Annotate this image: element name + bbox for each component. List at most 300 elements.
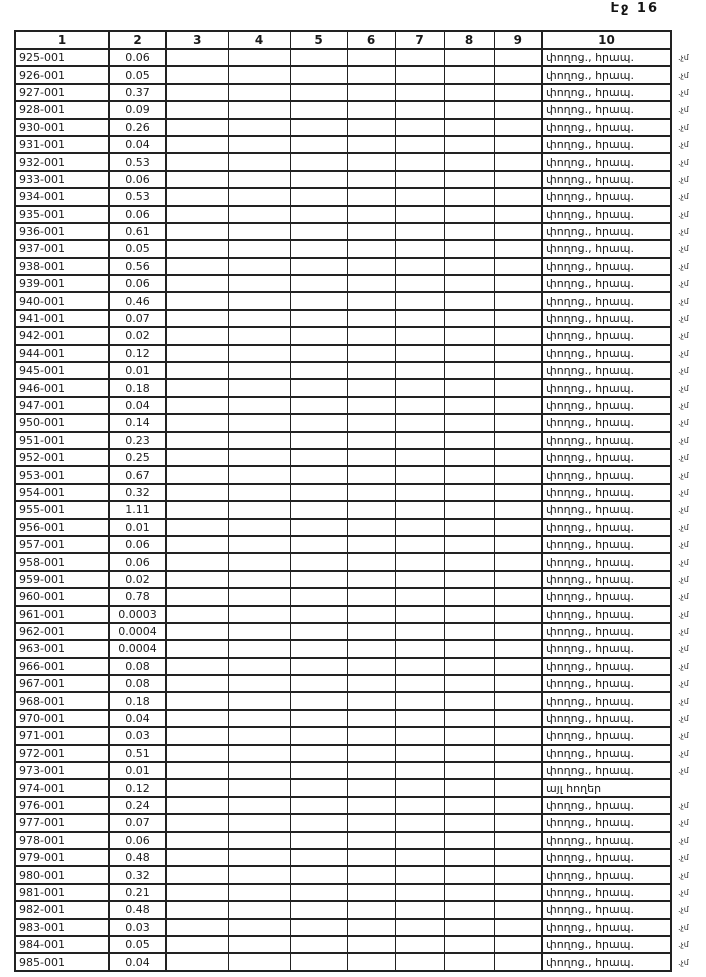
cell-col8 [444, 901, 494, 918]
cell-col4 [228, 623, 290, 640]
cell-col5 [290, 119, 347, 136]
margin-mark: .չմ [678, 209, 689, 219]
cell-col3 [166, 832, 228, 849]
cell-col5 [290, 66, 347, 83]
cell-col4 [228, 484, 290, 501]
cell-col4 [228, 658, 290, 675]
cell-col8 [444, 849, 494, 866]
cell-col2: 0.18 [109, 692, 166, 709]
cell-col5 [290, 49, 347, 66]
cell-col3 [166, 606, 228, 623]
cell-col9 [494, 606, 542, 623]
cell-col2: 0.06 [109, 171, 166, 188]
cell-col9 [494, 745, 542, 762]
cell-col2: 0.46 [109, 292, 166, 309]
cell-col10: փողոց., հրապ. [542, 362, 671, 379]
cell-col9 [494, 710, 542, 727]
cell-col7 [395, 310, 444, 327]
cell-col2: 0.06 [109, 206, 166, 223]
cell-col4 [228, 901, 290, 918]
cell-col8 [444, 745, 494, 762]
cell-col8 [444, 484, 494, 501]
cell-col9 [494, 49, 542, 66]
cell-col7 [395, 362, 444, 379]
cell-col9 [494, 501, 542, 518]
cell-col1: 927-001 [15, 84, 109, 101]
cell-col1: 945-001 [15, 362, 109, 379]
margin-mark: .չմ [678, 505, 689, 515]
cell-col1: 935-001 [15, 206, 109, 223]
cell-col5 [290, 953, 347, 970]
cell-col6 [347, 432, 395, 449]
cell-col3 [166, 588, 228, 605]
cell-col4 [228, 536, 290, 553]
cell-col5 [290, 484, 347, 501]
cell-col1: 952-001 [15, 449, 109, 466]
cell-col3 [166, 101, 228, 118]
cell-col10: փողոց., հրապ. [542, 606, 671, 623]
cell-col1: 985-001 [15, 953, 109, 970]
cell-col1: 966-001 [15, 658, 109, 675]
table-row [15, 432, 706, 449]
cell-col5 [290, 275, 347, 292]
cell-col7 [395, 519, 444, 536]
margin-mark: .չմ [678, 592, 689, 602]
cell-col6 [347, 936, 395, 953]
margin-mark: .չմ [678, 366, 689, 376]
cell-col2: 0.04 [109, 953, 166, 970]
cell-col1: 946-001 [15, 379, 109, 396]
margin-mark: .չմ [678, 748, 689, 758]
cell-col6 [347, 658, 395, 675]
table-header-row [15, 31, 706, 49]
table-row [15, 397, 706, 414]
cell-col2: 0.04 [109, 397, 166, 414]
cell-col7 [395, 119, 444, 136]
cell-col5 [290, 223, 347, 240]
cell-col6 [347, 153, 395, 170]
cell-col5 [290, 188, 347, 205]
cell-col5 [290, 206, 347, 223]
cell-col3 [166, 292, 228, 309]
cell-col6 [347, 953, 395, 970]
cell-col5 [290, 101, 347, 118]
cell-col8 [444, 292, 494, 309]
cell-col3 [166, 849, 228, 866]
cell-col10: փողոց., հրապ. [542, 136, 671, 153]
cell-col1: 956-001 [15, 519, 109, 536]
cell-col3 [166, 745, 228, 762]
cell-col4 [228, 414, 290, 431]
cell-col1: 942-001 [15, 327, 109, 344]
cell-col2: 0.32 [109, 866, 166, 883]
cell-col3 [166, 501, 228, 518]
column-header-10: 10 [542, 31, 671, 49]
cell-col7 [395, 553, 444, 570]
cell-col8 [444, 66, 494, 83]
cell-col5 [290, 536, 347, 553]
cell-col6 [347, 466, 395, 483]
table-row [15, 919, 706, 936]
cell-col4 [228, 101, 290, 118]
cell-col3 [166, 379, 228, 396]
column-header-5: 5 [290, 31, 347, 49]
cell-col10: փողոց., հրապ. [542, 571, 671, 588]
table-row [15, 449, 706, 466]
cell-col4 [228, 832, 290, 849]
cell-col10: փողոց., հրապ. [542, 379, 671, 396]
cell-col3 [166, 553, 228, 570]
cell-col6 [347, 362, 395, 379]
cell-col9 [494, 519, 542, 536]
table-row [15, 658, 706, 675]
cell-col3 [166, 275, 228, 292]
cell-col3 [166, 206, 228, 223]
cell-col2: 0.04 [109, 136, 166, 153]
cell-col6 [347, 797, 395, 814]
table-row [15, 206, 706, 223]
cell-col2: 0.06 [109, 49, 166, 66]
cell-col6 [347, 136, 395, 153]
cell-col8 [444, 884, 494, 901]
cell-col5 [290, 501, 347, 518]
cell-col10: փողոց., հրապ. [542, 675, 671, 692]
cell-col9 [494, 814, 542, 831]
cell-col5 [290, 449, 347, 466]
table-row [15, 258, 706, 275]
cell-col9 [494, 258, 542, 275]
cell-col7 [395, 623, 444, 640]
cell-col5 [290, 901, 347, 918]
cell-col7 [395, 101, 444, 118]
cell-col9 [494, 866, 542, 883]
cell-col5 [290, 936, 347, 953]
margin-mark: .չմ [678, 453, 689, 463]
cell-col1: 938-001 [15, 258, 109, 275]
cell-col7 [395, 84, 444, 101]
cell-col10: փողոց., հրապ. [542, 814, 671, 831]
cell-col8 [444, 136, 494, 153]
cell-col1: 958-001 [15, 553, 109, 570]
cell-col6 [347, 275, 395, 292]
cell-col2: 0.05 [109, 66, 166, 83]
table-row [15, 710, 706, 727]
cell-col6 [347, 345, 395, 362]
cell-col9 [494, 675, 542, 692]
cell-col8 [444, 206, 494, 223]
cell-col8 [444, 188, 494, 205]
cell-col2: 0.06 [109, 275, 166, 292]
cell-col9 [494, 779, 542, 796]
cell-col10: փողոց., հրապ. [542, 223, 671, 240]
cell-col8 [444, 153, 494, 170]
cell-col1: 960-001 [15, 588, 109, 605]
cell-col3 [166, 519, 228, 536]
table-row [15, 66, 706, 83]
cell-col8 [444, 710, 494, 727]
table-row [15, 223, 706, 240]
cell-col7 [395, 414, 444, 431]
cell-col5 [290, 623, 347, 640]
cell-col3 [166, 762, 228, 779]
cell-col4 [228, 640, 290, 657]
cell-col8 [444, 466, 494, 483]
table-row [15, 188, 706, 205]
cell-col8 [444, 84, 494, 101]
cell-col7 [395, 327, 444, 344]
table-row [15, 292, 706, 309]
table-body [15, 49, 706, 971]
cell-col6 [347, 640, 395, 657]
cell-col1: 936-001 [15, 223, 109, 240]
cell-col1: 972-001 [15, 745, 109, 762]
cell-col4 [228, 432, 290, 449]
cell-col9 [494, 449, 542, 466]
column-header-4: 4 [228, 31, 290, 49]
cell-col9 [494, 84, 542, 101]
cell-col7 [395, 849, 444, 866]
cell-col3 [166, 310, 228, 327]
margin-mark: .չմ [678, 140, 689, 150]
cell-col6 [347, 814, 395, 831]
cell-col7 [395, 206, 444, 223]
margin-mark: .չմ [678, 800, 689, 810]
cell-col2: 0.53 [109, 153, 166, 170]
cell-col2: 0.06 [109, 536, 166, 553]
cell-col4 [228, 345, 290, 362]
cell-col8 [444, 588, 494, 605]
cell-col1: 983-001 [15, 919, 109, 936]
cell-col9 [494, 345, 542, 362]
cell-col9 [494, 623, 542, 640]
cell-col10: փողոց., հրապ. [542, 414, 671, 431]
cell-col2: 0.14 [109, 414, 166, 431]
margin-mark: .չմ [678, 87, 689, 97]
cell-col9 [494, 727, 542, 744]
cell-col9 [494, 432, 542, 449]
cell-col3 [166, 779, 228, 796]
table-row [15, 379, 706, 396]
cell-col7 [395, 675, 444, 692]
cell-col5 [290, 136, 347, 153]
cell-col10: փողոց., հրապ. [542, 484, 671, 501]
cell-col6 [347, 484, 395, 501]
cell-col9 [494, 153, 542, 170]
margin-mark: .չմ [678, 279, 689, 289]
cell-col2: 0.0003 [109, 606, 166, 623]
cell-col1: 971-001 [15, 727, 109, 744]
cell-col1: 930-001 [15, 119, 109, 136]
margin-mark: .չմ [678, 887, 689, 897]
margin-mark: .չմ [678, 853, 689, 863]
cell-col10: փողոց., հրապ. [542, 692, 671, 709]
cell-col3 [166, 258, 228, 275]
cell-col8 [444, 345, 494, 362]
cell-col8 [444, 797, 494, 814]
cell-col9 [494, 397, 542, 414]
cell-col9 [494, 832, 542, 849]
table-row [15, 727, 706, 744]
cell-col8 [444, 692, 494, 709]
cell-col5 [290, 640, 347, 657]
cell-col8 [444, 936, 494, 953]
cell-col3 [166, 484, 228, 501]
cell-col9 [494, 953, 542, 970]
cell-col6 [347, 901, 395, 918]
cell-col9 [494, 188, 542, 205]
margin-mark: .չմ [678, 157, 689, 167]
cell-col5 [290, 519, 347, 536]
cell-col8 [444, 49, 494, 66]
cell-col2: 0.01 [109, 519, 166, 536]
cell-col2: 0.03 [109, 919, 166, 936]
cell-col6 [347, 66, 395, 83]
cell-col7 [395, 345, 444, 362]
cell-col10: փողոց., հրապ. [542, 292, 671, 309]
cell-col7 [395, 171, 444, 188]
table-row [15, 953, 706, 970]
cell-col4 [228, 327, 290, 344]
cell-col8 [444, 397, 494, 414]
cell-col5 [290, 762, 347, 779]
cell-col5 [290, 710, 347, 727]
cell-col3 [166, 814, 228, 831]
cell-col9 [494, 692, 542, 709]
margin-mark: .չմ [678, 227, 689, 237]
cell-col7 [395, 153, 444, 170]
cell-col3 [166, 953, 228, 970]
cell-col1: 954-001 [15, 484, 109, 501]
column-header-6: 6 [347, 31, 395, 49]
cell-col9 [494, 240, 542, 257]
cell-col7 [395, 606, 444, 623]
table-row [15, 519, 706, 536]
table-row [15, 606, 706, 623]
cell-col6 [347, 606, 395, 623]
cell-col3 [166, 936, 228, 953]
cell-col2: 0.07 [109, 814, 166, 831]
cell-col9 [494, 362, 542, 379]
cell-col4 [228, 866, 290, 883]
cell-col8 [444, 919, 494, 936]
margin-mark: .չմ [678, 192, 689, 202]
table-row [15, 814, 706, 831]
cell-col10: փողոց., հրապ. [542, 658, 671, 675]
cell-col10: փողոց., հրապ. [542, 432, 671, 449]
cell-col10: փողոց., հրապ. [542, 745, 671, 762]
cell-col1: 928-001 [15, 101, 109, 118]
cell-col5 [290, 153, 347, 170]
cell-col8 [444, 571, 494, 588]
margin-mark: .չմ [678, 261, 689, 271]
table-row [15, 901, 706, 918]
cell-col7 [395, 640, 444, 657]
cell-col2: 0.24 [109, 797, 166, 814]
cell-col8 [444, 623, 494, 640]
cell-col3 [166, 797, 228, 814]
cell-col8 [444, 501, 494, 518]
cell-col4 [228, 466, 290, 483]
cell-col10: փողոց., հրապ. [542, 553, 671, 570]
cell-col2: 0.48 [109, 901, 166, 918]
cell-col3 [166, 692, 228, 709]
cell-col7 [395, 136, 444, 153]
cell-col5 [290, 414, 347, 431]
cell-col6 [347, 171, 395, 188]
cell-col5 [290, 310, 347, 327]
cell-col2: 0.37 [109, 84, 166, 101]
table-row [15, 84, 706, 101]
cell-col6 [347, 501, 395, 518]
cell-col10: փողոց., հրապ. [542, 884, 671, 901]
cell-col1: 944-001 [15, 345, 109, 362]
cell-col6 [347, 84, 395, 101]
cell-col1: 932-001 [15, 153, 109, 170]
column-header-2: 2 [109, 31, 166, 49]
cell-col4 [228, 606, 290, 623]
cell-col9 [494, 658, 542, 675]
margin-mark: .չմ [678, 661, 689, 671]
cell-col10: փողոց., հրապ. [542, 640, 671, 657]
margin-mark: .չմ [678, 105, 689, 115]
margin-mark: .չմ [678, 174, 689, 184]
cell-col4 [228, 84, 290, 101]
cell-col6 [347, 240, 395, 257]
cell-col3 [166, 432, 228, 449]
cell-col5 [290, 171, 347, 188]
cell-col3 [166, 919, 228, 936]
cell-col9 [494, 414, 542, 431]
margin-mark: .չմ [678, 53, 689, 63]
cell-col3 [166, 901, 228, 918]
cell-col2: 0.51 [109, 745, 166, 762]
cell-col4 [228, 884, 290, 901]
cell-col5 [290, 814, 347, 831]
cell-col5 [290, 658, 347, 675]
cell-col5 [290, 327, 347, 344]
cell-col9 [494, 901, 542, 918]
cell-col2: 0.56 [109, 258, 166, 275]
cell-col9 [494, 466, 542, 483]
cell-col9 [494, 171, 542, 188]
cell-col3 [166, 327, 228, 344]
cell-col2: 0.0004 [109, 623, 166, 640]
cell-col3 [166, 727, 228, 744]
cell-col4 [228, 710, 290, 727]
cell-col2: 0.02 [109, 327, 166, 344]
cell-col10: փողոց., հրապ. [542, 153, 671, 170]
cell-col9 [494, 571, 542, 588]
cell-col7 [395, 692, 444, 709]
cell-col6 [347, 849, 395, 866]
cell-col2: 0.48 [109, 849, 166, 866]
cell-col3 [166, 536, 228, 553]
cell-col4 [228, 919, 290, 936]
cell-col10: փողոց., հրապ. [542, 623, 671, 640]
cell-col9 [494, 119, 542, 136]
cell-col3 [166, 397, 228, 414]
cell-col3 [166, 710, 228, 727]
table-row [15, 866, 706, 883]
cell-col2: 0.05 [109, 240, 166, 257]
margin-mark: .չմ [678, 383, 689, 393]
margin-mark: .չմ [678, 435, 689, 445]
column-header-1: 1 [15, 31, 109, 49]
cell-col7 [395, 658, 444, 675]
cell-col8 [444, 953, 494, 970]
table-row [15, 762, 706, 779]
cell-col7 [395, 66, 444, 83]
